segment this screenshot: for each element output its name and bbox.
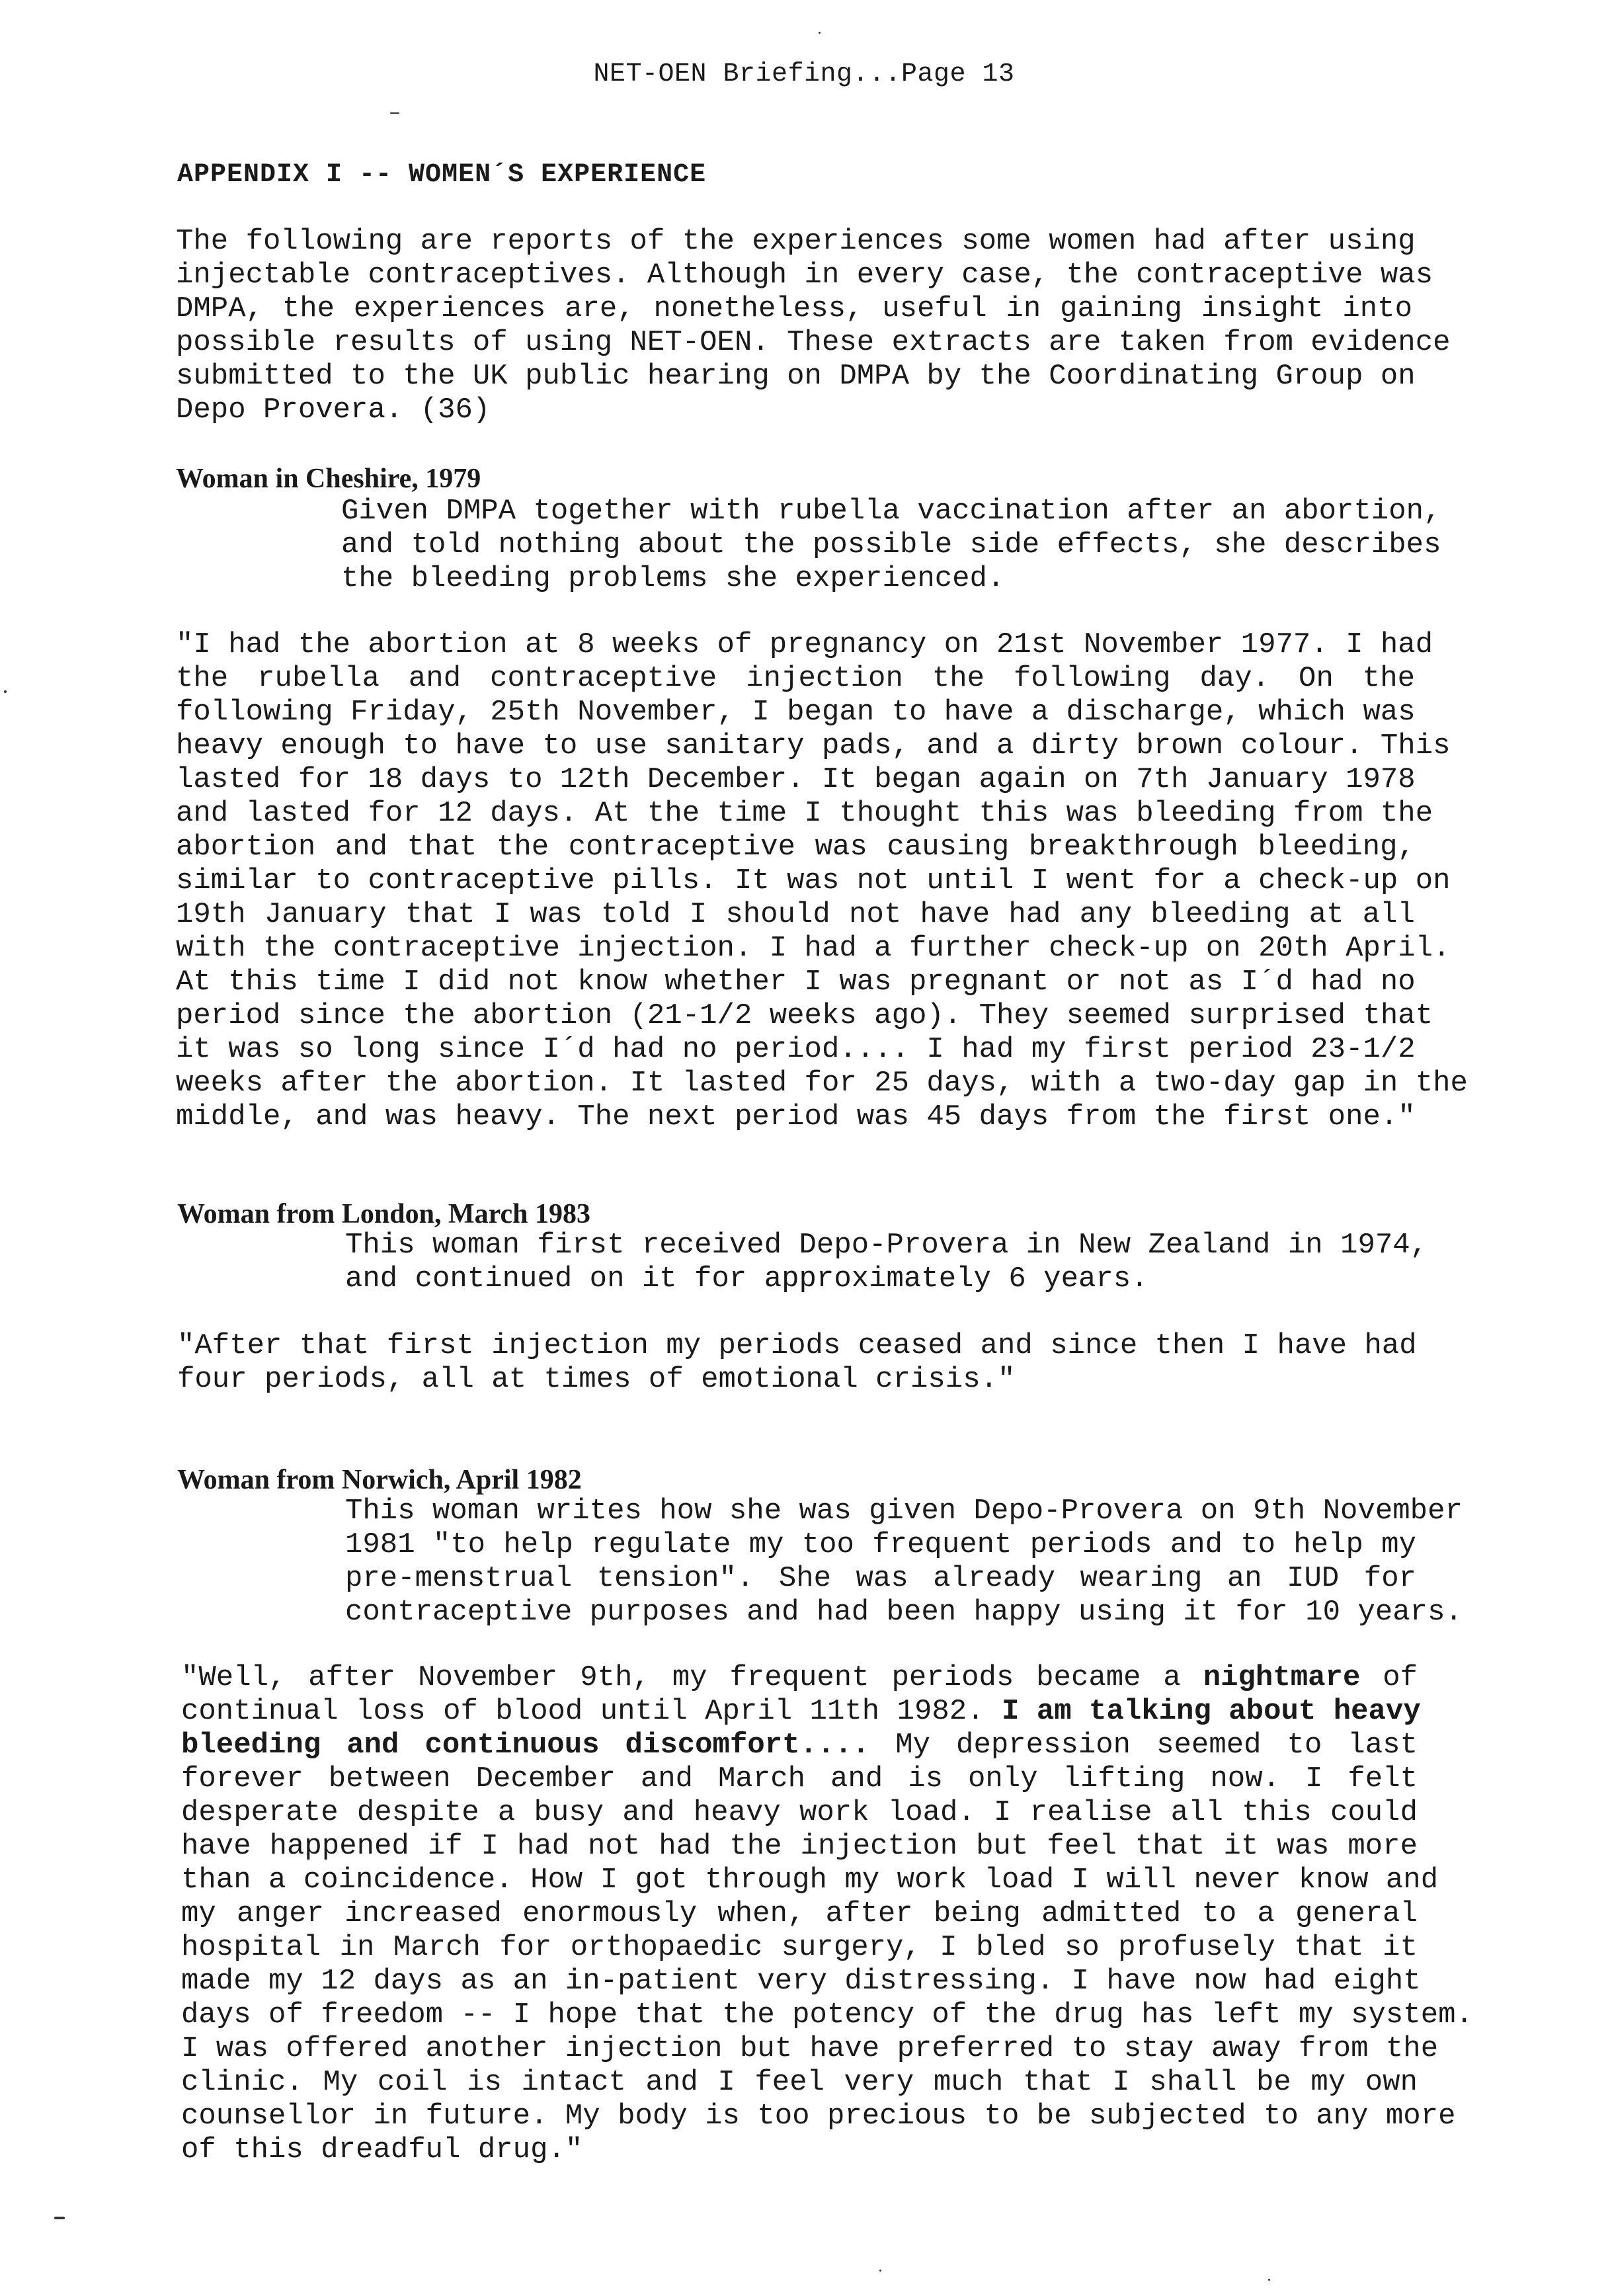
text-line: and lasted for 12 days. At the time I thought this was bleeding from the	[176, 797, 1433, 830]
scan-speck	[390, 112, 399, 114]
scan-speck	[1268, 2279, 1270, 2281]
text-line	[181, 1729, 1418, 1762]
text-line: the rubella and contraceptive injection the following day. On the	[176, 662, 1415, 695]
text-line: At this time I did not know whether I was pregnant or not as I´d had no	[176, 965, 1416, 999]
intro-paragraph	[176, 225, 1451, 427]
quote-london	[177, 1329, 1416, 1397]
text-line: submitted to the UK public hearing on DMPA by the Coordinating Group on	[176, 360, 1416, 393]
text-line: weeks after the abortion. It lasted for 25 days, with a two-day gap in the	[176, 1067, 1468, 1100]
text-line: This woman first received Depo-Provera in New Zealand in 1974,	[345, 1229, 1428, 1262]
appendix-title: APPENDIX I -- WOMEN´S EXPERIENCE	[177, 160, 707, 190]
text-line: lasted for 18 days to 12th December. It began again on 7th January 1978	[176, 763, 1416, 796]
section-title-london: Woman from London, March 1983	[177, 1199, 590, 1229]
text-line: of this dreadful drug."	[181, 2133, 583, 2166]
quote-norwich	[181, 1661, 1473, 2167]
scan-speck	[54, 2217, 65, 2219]
text-line: This woman writes how she was given Depo-Provera on 9th November	[345, 1495, 1463, 1528]
text-line: and told nothing about the possible side effects, she describes	[341, 528, 1441, 561]
scan-speck	[819, 32, 821, 34]
text-line: than a coincidence. How I got through my work load I will never know and	[181, 1864, 1439, 1897]
text-line: it was so long since I´d had no period.... I had my first period 23-1/2	[176, 1033, 1416, 1066]
section-summary-norwich	[345, 1495, 1463, 1629]
text-line: injectable contraceptives. Although in every case, the contraceptive was	[176, 259, 1433, 292]
text-line: with the contraceptive injection. I had a further check-up on 20th April.	[176, 932, 1451, 965]
text-line: DMPA, the experiences are, nonetheless, useful in gaining insight into	[176, 292, 1412, 325]
text-line: abortion and that the contraceptive was causing breakthrough bleeding,	[176, 831, 1415, 864]
text-line: four periods, all at times of emotional crisis."	[177, 1363, 1016, 1396]
text-line: hospital in March for orthopaedic surgery, I bled so profusely that it	[181, 1931, 1418, 1964]
section-title-cheshire: Woman in Cheshire, 1979	[176, 464, 481, 494]
text-line: counsellor in future. My body is too precious to be subjected to any more	[181, 2100, 1456, 2133]
text-line: my anger increased enormously when, after being admitted to a general	[181, 1897, 1418, 1930]
quote-segment: of	[1360, 1661, 1418, 1694]
text-line	[181, 1661, 1418, 1695]
section-summary-london	[345, 1229, 1428, 1296]
text-line: Depo Provera. (36)	[176, 393, 491, 427]
emphasis-text: bleeding and continuous discomfort....	[181, 1729, 870, 1762]
emphasis-text: I am talking about heavy	[1002, 1695, 1421, 1728]
section-title-norwich: Woman from Norwich, April 1982	[177, 1465, 582, 1495]
quote-cheshire	[176, 628, 1468, 1134]
text-line: period since the abortion (21-1/2 weeks ago). They seemed surprised that	[176, 999, 1433, 1032]
text-line: 1981 "to help regulate my too frequent periods and to help my	[345, 1528, 1416, 1561]
text-line	[181, 1695, 1421, 1729]
text-line: have happened if I had not had the injection but feel that it was more	[181, 1830, 1418, 1863]
text-line: middle, and was heavy. The next period was 45 days from the first one."	[176, 1100, 1416, 1133]
text-line: contraceptive purposes and had been happy using it for 10 years.	[345, 1596, 1463, 1629]
text-line: pre-menstrual tension". She was already wearing an IUD for	[345, 1562, 1416, 1595]
scan-speck	[4, 690, 7, 693]
text-line: the bleeding problems she experienced.	[341, 562, 1005, 595]
text-line: The following are reports of the experiences some women had after using	[176, 225, 1416, 258]
text-line: and continued on it for approximately 6 years.	[345, 1262, 1148, 1295]
emphasis-text: nightmare	[1203, 1661, 1361, 1694]
text-line: desperate despite a busy and heavy work load. I realise all this could	[181, 1796, 1418, 1829]
section-summary-cheshire	[341, 495, 1441, 596]
text-line: Given DMPA together with rubella vaccination after an abortion,	[341, 495, 1441, 528]
text-line: "After that first injection my periods ceased and since then I have had	[177, 1329, 1417, 1362]
quote-segment: My depression seemed to last	[869, 1729, 1418, 1762]
scan-speck	[879, 2270, 881, 2272]
text-line: heavy enough to have to use sanitary pads, and a dirty brown colour. This	[176, 729, 1451, 762]
text-line: days of freedom -- I hope that the potency of the drug has left my system.	[181, 1998, 1473, 2031]
text-line: forever between December and March and is only lifting now. I felt	[181, 1762, 1418, 1795]
text-line: "I had the abortion at 8 weeks of pregnancy on 21st November 1977. I had	[176, 628, 1433, 661]
text-line: made my 12 days as an in-patient very distressing. I have now had eight	[181, 1965, 1421, 1998]
text-line: 19th January that I was told I should not have had any bleeding at all	[176, 898, 1415, 931]
page-header: NET-OEN Briefing...Page 13	[593, 60, 1015, 89]
text-line: I was offered another injection but have preferred to stay away from the	[181, 2032, 1439, 2065]
text-line: possible results of using NET-OEN. These extracts are taken from evidence	[176, 326, 1451, 359]
text-line: following Friday, 25th November, I began to have a discharge, which was	[176, 696, 1416, 729]
quote-segment: "Well, after November 9th, my frequent periods became a	[181, 1661, 1203, 1694]
text-line: clinic. My coil is intact and I feel very much that I shall be my own	[181, 2066, 1418, 2099]
quote-segment: continual loss of blood until April 11th 1982.	[181, 1695, 1002, 1728]
text-line: similar to contraceptive pills. It was not until I went for a check-up on	[176, 864, 1451, 897]
